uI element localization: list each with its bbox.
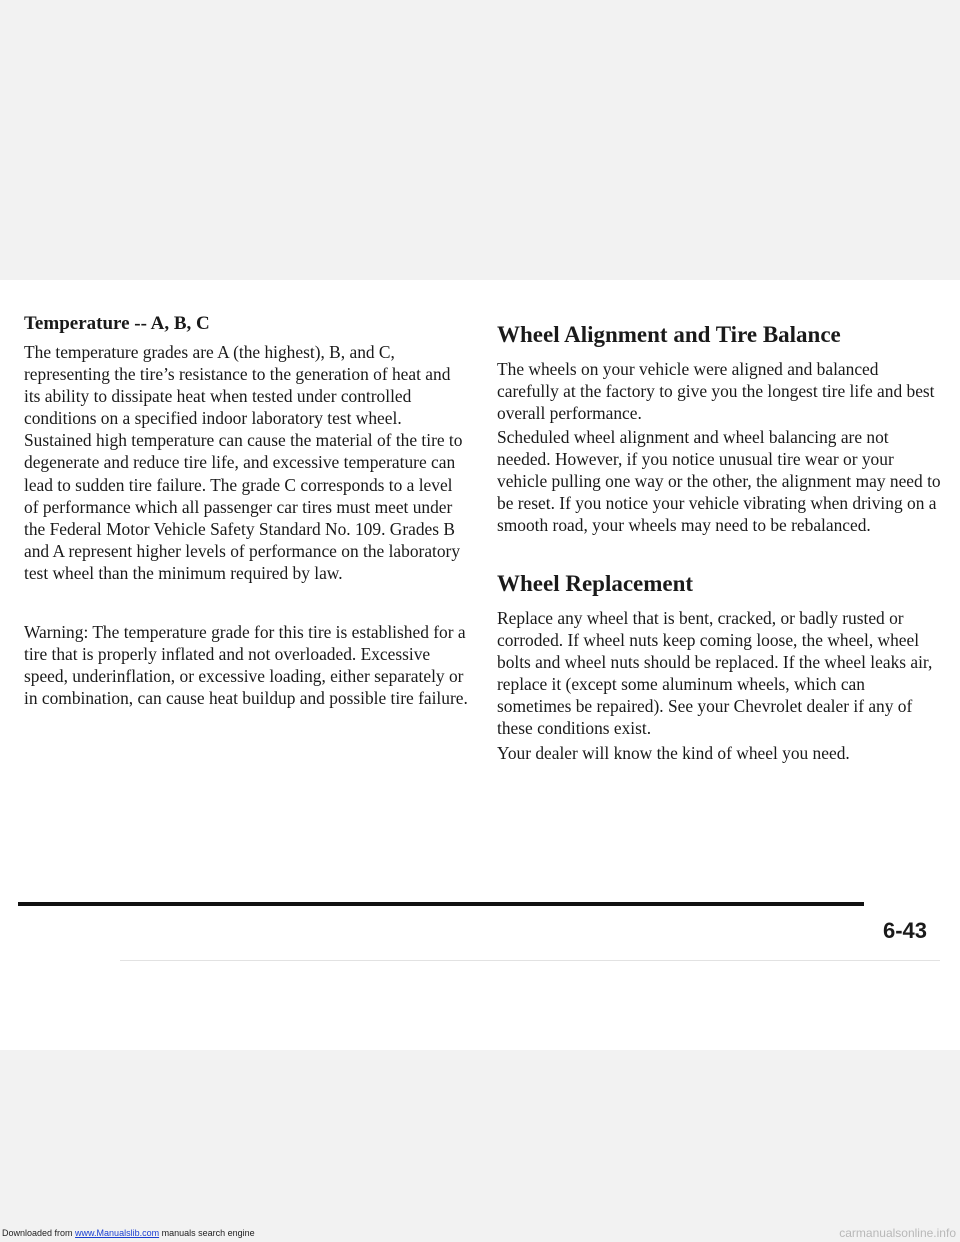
- wheel-alignment-heading: Wheel Alignment and Tire Balance: [497, 322, 841, 347]
- wheel-replacement-heading: Wheel Replacement: [497, 571, 694, 596]
- temperature-paragraph: The temperature grades are A (the highest), B, and C, representing the tire’s resistance to the generation of heat and its ability to dissipate heat when tested under controlled conditions on a specified indoor laboratory test wheel. Sustained high temperature can cause the material of the tire to degenerate and reduce tire life, and excessive temperature can lead to sudden tire failure. The grade C corresponds to a level of performance which all passenger car tires must meet under the Federal Motor Vehicle Safety Standard No. 109. Grades B and A represent higher levels of performance on the laboratory test wheel than the minimum required by law.: [24, 342, 463, 583]
- page-number: 6-43: [883, 918, 928, 943]
- replacement-paragraph-1: Replace any wheel that is bent, cracked, or badly rusted or corroded. If wheel nuts keep coming loose, the wheel, wheel bolts and wheel nuts should be replaced. If the wheel leaks air, replace it (except some aluminum wheels, which can sometimes be repaired). See your Chevrolet dealer if any of these conditions exist.: [497, 608, 933, 739]
- footer-suffix: manuals search engine: [159, 1228, 255, 1238]
- watermark-text: carmanualsonline.info: [839, 1226, 956, 1240]
- manualslib-link[interactable]: www.Manualslib.com: [75, 1228, 160, 1238]
- scan-artifact-line: [120, 960, 940, 961]
- alignment-paragraph-1: The wheels on your vehicle were aligned and balanced carefully at the factory to give you the longest tire life and best overall performance.: [497, 359, 935, 424]
- footer-prefix: Downloaded from: [2, 1228, 76, 1238]
- replacement-paragraph-2: Your dealer will know the kind of wheel you need.: [497, 743, 850, 763]
- download-footer: [2, 1228, 255, 1238]
- scan-margin-bottom: [0, 1050, 960, 1242]
- alignment-paragraph-2: Scheduled wheel alignment and wheel balancing are not needed. However, if you notice unusual tire wear or your vehicle pulling one way or the other, the alignment may need to be reset. If you notice your vehicle vibrating when driving on a smooth road, your wheels may need to be rebalanced.: [497, 427, 941, 536]
- scan-margin-top: [0, 0, 960, 280]
- temperature-warning-paragraph: Warning: The temperature grade for this tire is established for a tire that is properly inflated and not overloaded. Excessive speed, underinflation, or excessive loading, either separately or in combination, can cause heat buildup and possible tire failure.: [24, 622, 468, 709]
- temperature-heading: Temperature -- A, B, C: [24, 313, 210, 334]
- footer-rule: [18, 902, 864, 906]
